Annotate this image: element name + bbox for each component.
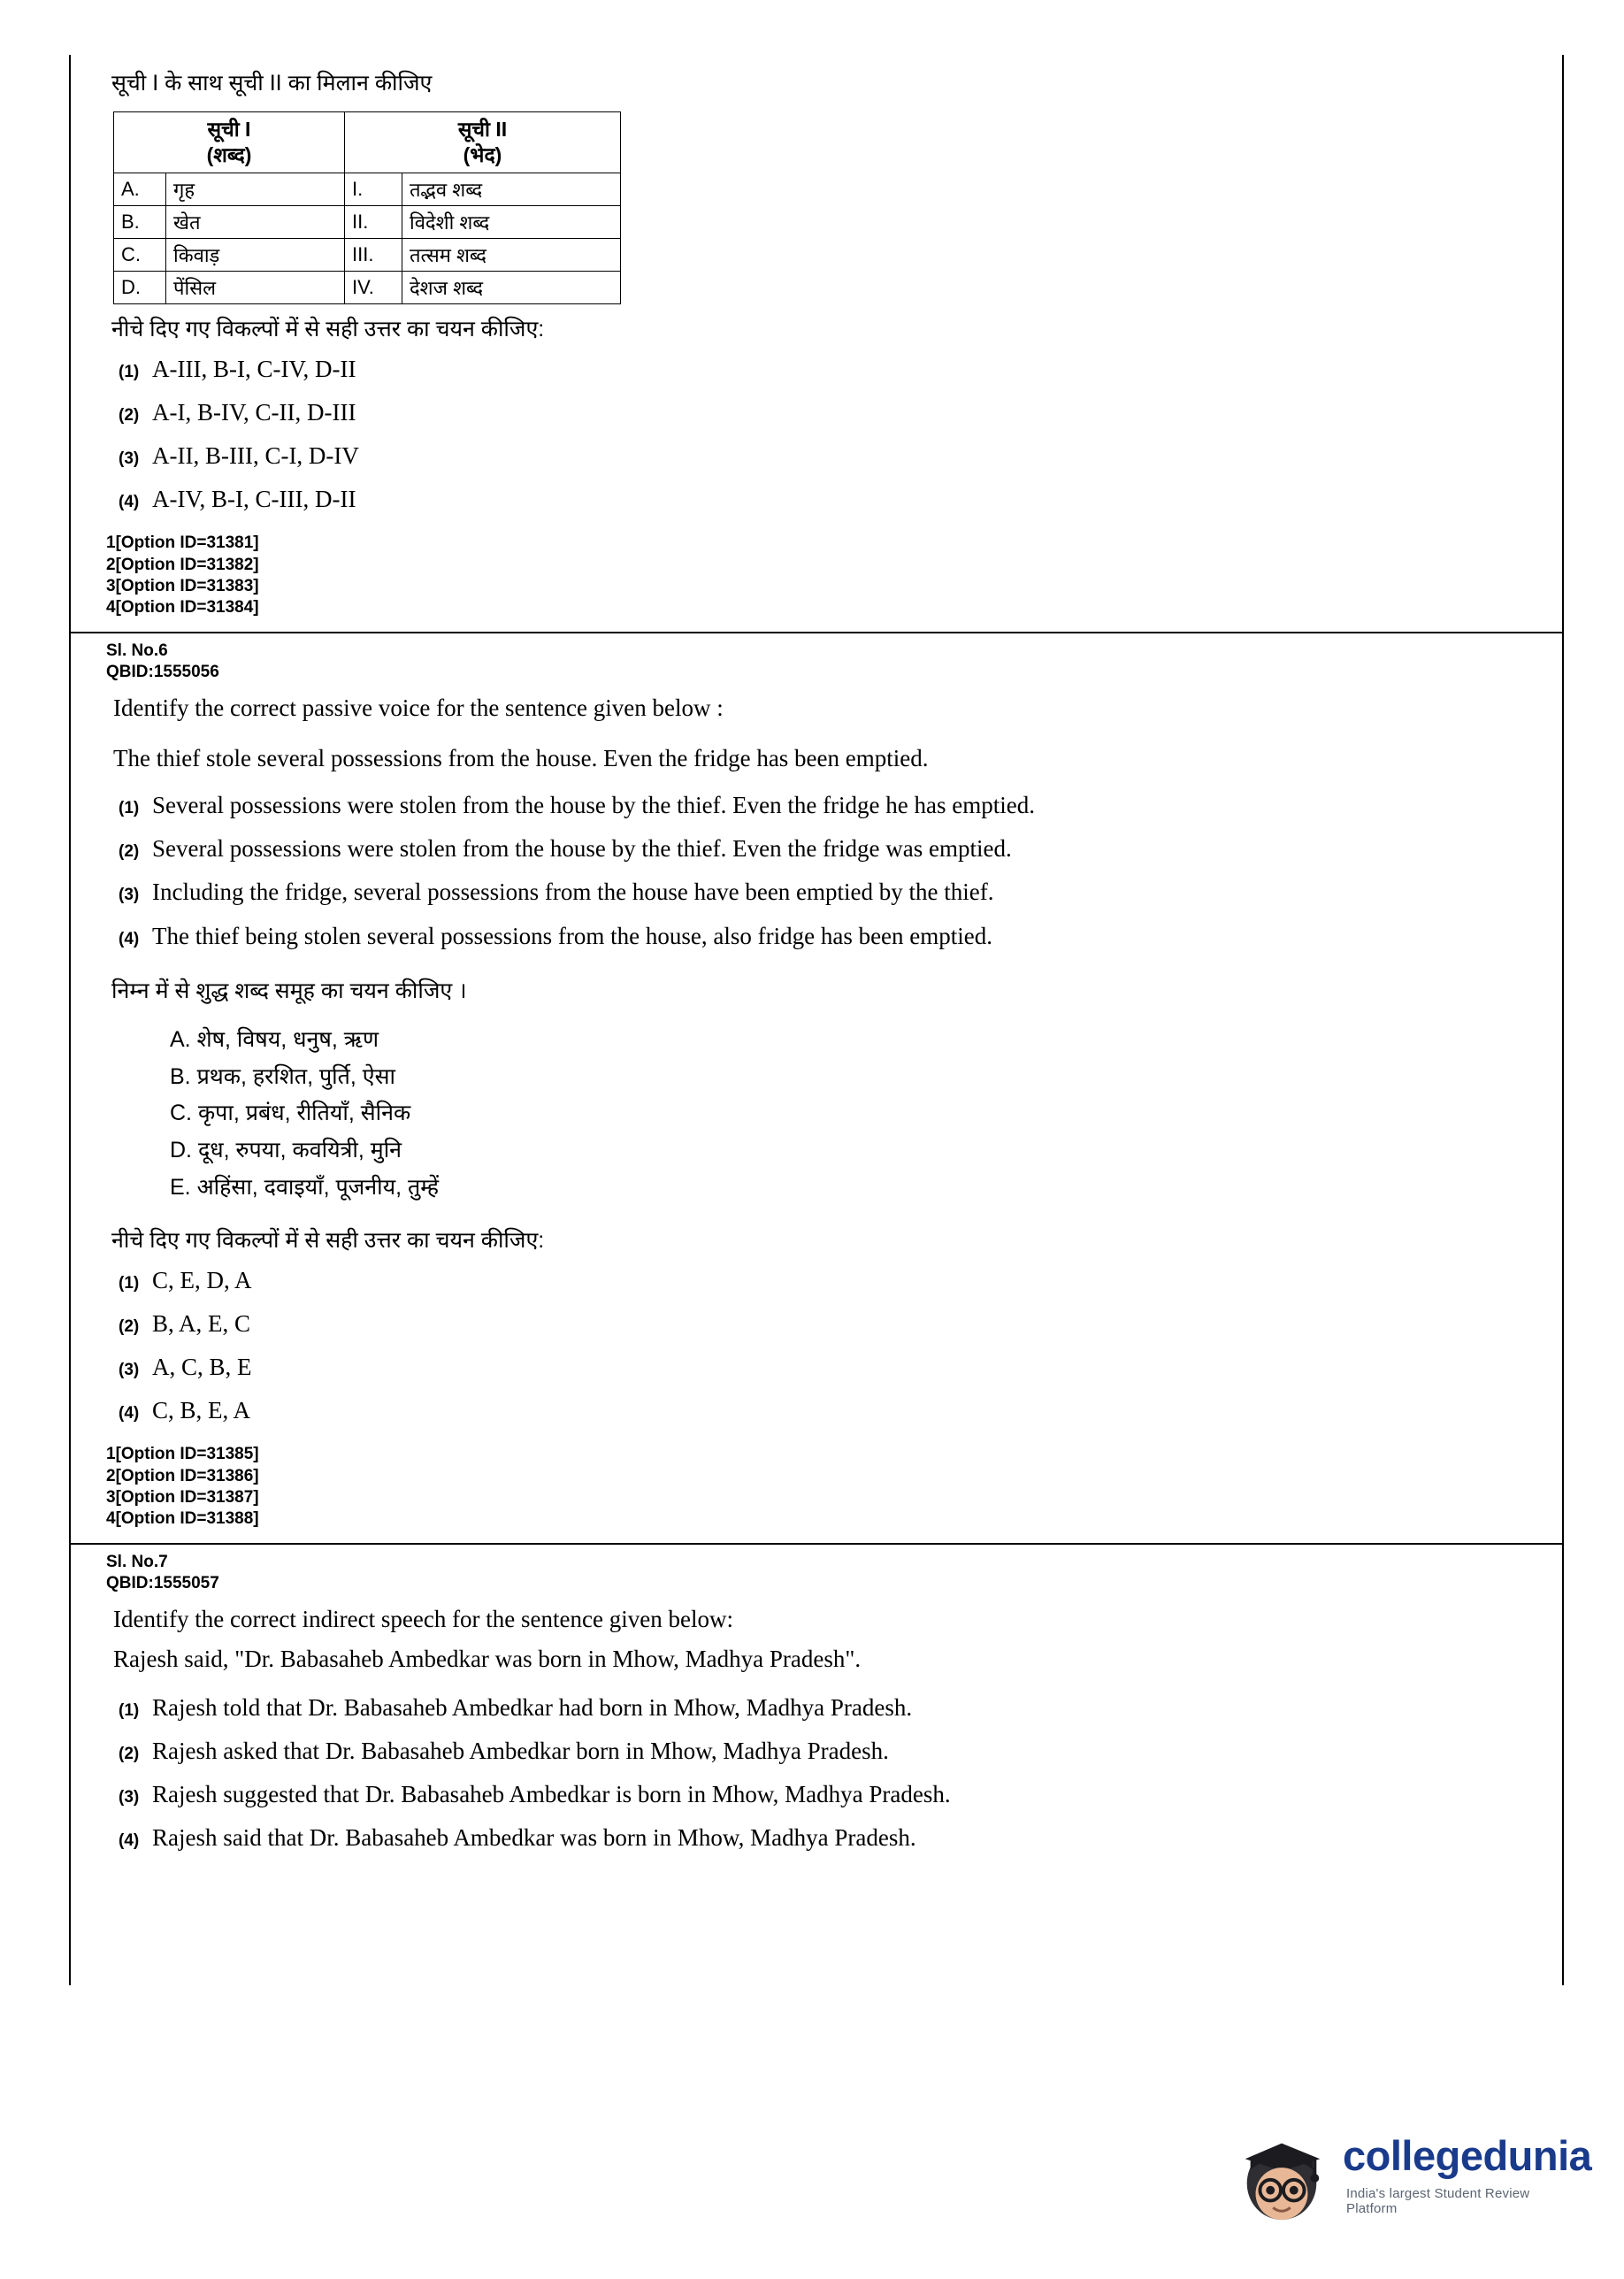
row-left-value: खेत [166, 205, 345, 238]
option-number: (1) [119, 1273, 140, 1293]
option-text: Rajesh told that Dr. Babasaheb Ambedkar had born in Mhow, Madhya Pradesh. [152, 1694, 913, 1722]
option-text: Rajesh suggested that Dr. Babasaheb Ambedkar is born in Mhow, Madhya Pradesh. [152, 1781, 951, 1808]
statement-item: D. दूध, रुपया, कवयित्री, मुनि [170, 1138, 402, 1163]
option-item[interactable] [111, 833, 1528, 864]
table-row [114, 271, 621, 303]
table-row [114, 238, 621, 271]
statement-item: B. प्रथक, हरशित, पुर्ति, ऐसा [170, 1063, 395, 1089]
option-item[interactable] [111, 1352, 1528, 1383]
option-text: A-II, B-III, C-I, D-IV [152, 442, 359, 470]
question-7-options [111, 1692, 1528, 1853]
question-7-stem-line-2: Rajesh said, "Dr. Babasaheb Ambedkar was born in Mhow, Madhya Pradesh". [113, 1646, 862, 1673]
match-table-list-i-list-ii [113, 111, 621, 304]
option-item[interactable] [111, 441, 1528, 472]
option-id-line: 4[Option ID=31384] [106, 598, 259, 618]
question-6-options [111, 1265, 1528, 1426]
question-6-statement-list [170, 1023, 1528, 1205]
option-text: A-IV, B-I, C-III, D-II [152, 486, 356, 513]
question-6-choose-line: नीचे दिए गए विकल्पों में से सही उत्तर का चयन कीजिए: [111, 1227, 545, 1253]
option-number: (2) [119, 406, 140, 426]
header-list-ii-line2: (भेद) [463, 143, 502, 166]
option-item[interactable] [111, 484, 1528, 515]
option-item[interactable] [111, 397, 1528, 428]
collegedunia-brand-text: collegedunia [1343, 2132, 1592, 2179]
header-list-ii [345, 112, 621, 173]
option-item[interactable] [111, 1822, 1528, 1853]
option-text: A, C, B, E [152, 1354, 252, 1381]
question-6-option-ids [106, 1444, 1528, 1530]
option-text: C, B, E, A [152, 1397, 251, 1424]
option-number: (4) [119, 493, 140, 512]
row-right-index: I. [345, 173, 402, 205]
row-right-index: III. [345, 238, 402, 271]
option-item[interactable] [111, 921, 1528, 952]
option-item[interactable] [111, 1779, 1528, 1810]
question-7-meta [106, 1552, 1528, 1595]
question-7-sl-no: Sl. No.7 [106, 1552, 168, 1571]
row-left-value: किवाड़ [166, 238, 345, 271]
row-left-value: पेंसिल [166, 271, 345, 303]
option-number: (3) [119, 886, 140, 905]
question-block-7 [69, 1543, 1564, 2168]
table-header-row [114, 112, 621, 173]
option-number: (2) [119, 842, 140, 862]
question-6-stem-hindi: निम्न में से शुद्ध शब्द समूह का चयन कीजिए । [111, 978, 467, 1003]
option-item[interactable] [111, 877, 1528, 908]
option-text: C, E, D, A [152, 1266, 252, 1293]
question-5-options [111, 354, 1528, 515]
option-item[interactable] [111, 1308, 1528, 1339]
option-text: Rajesh said that Dr. Babasaheb Ambedkar was born in Mhow, Madhya Pradesh. [152, 1824, 916, 1852]
option-number: (3) [119, 1361, 140, 1380]
question-6-stem-line-1: Identify the correct passive voice for the sentence given below : [113, 694, 724, 721]
question-block-6 [69, 632, 1564, 1543]
option-item[interactable] [111, 1692, 1528, 1723]
option-text: The thief being stolen several possessions from the house, also fridge has been emptied. [152, 922, 993, 949]
option-text: B, A, E, C [152, 1310, 251, 1337]
row-left-index: C. [114, 238, 166, 271]
question-content [69, 55, 1564, 2168]
question-6-stem-line-2: The thief stole several possessions from the house. Even the fridge has been emptied. [113, 745, 929, 772]
question-block-5 [69, 55, 1564, 632]
question-6-sl-no: Sl. No.6 [106, 641, 168, 660]
row-left-index: D. [114, 271, 166, 303]
option-number: (1) [119, 363, 140, 381]
option-number: (1) [119, 799, 140, 818]
student-avatar-icon [1229, 2124, 1334, 2223]
statement-item: C. कृपा, प्रबंध, रीतियाँ, सैनिक [170, 1101, 411, 1126]
question-7-qbid: QBID:1555057 [106, 1574, 219, 1593]
question-7-stem-line-1: Identify the correct indirect speech for the sentence given below: [113, 1605, 733, 1632]
option-number: (3) [119, 1788, 140, 1807]
option-text: Several possessions were stolen from the house by the thief. Even the fridge was emptied. [152, 835, 1012, 863]
row-left-index: B. [114, 205, 166, 238]
row-right-index: IV. [345, 271, 402, 303]
question-6-options-english [111, 790, 1528, 951]
option-number: (1) [119, 1701, 140, 1721]
header-list-i-line1: सूची I [207, 118, 251, 142]
row-left-value: गृह [166, 173, 345, 205]
option-item[interactable] [111, 1395, 1528, 1426]
table-row [114, 205, 621, 238]
row-right-value: तद्भव शब्द [402, 173, 621, 205]
option-text: A-III, B-I, C-IV, D-II [152, 356, 356, 382]
header-list-i-line2: (शब्द) [206, 143, 252, 166]
question-5-option-ids [106, 533, 1528, 618]
option-item[interactable] [111, 1736, 1528, 1767]
question-5-stem-hindi: सूची I के साथ सूची II का मिलान कीजिए [111, 71, 433, 96]
option-id-line: 2[Option ID=31382] [106, 555, 259, 574]
option-item[interactable] [111, 1265, 1528, 1296]
option-text: Rajesh asked that Dr. Babasaheb Ambedkar born in Mhow, Madhya Pradesh. [152, 1738, 889, 1765]
option-text: Several possessions were stolen from the house by the thief. Even the fridge he has emptied. [152, 792, 1035, 819]
option-number: (2) [119, 1317, 140, 1336]
row-right-value: तत्सम शब्द [402, 238, 621, 271]
option-number: (4) [119, 1404, 140, 1423]
question-6-meta [106, 641, 1528, 684]
option-id-line: 4[Option ID=31388] [106, 1509, 259, 1529]
option-id-line: 3[Option ID=31383] [106, 577, 259, 595]
row-right-value: देशज शब्द [402, 271, 621, 303]
option-number: (4) [119, 929, 140, 948]
table-row [114, 173, 621, 205]
question-5-choose-line: नीचे दिए गए विकल्पों में से सही उत्तर का चयन कीजिए: [111, 316, 545, 341]
option-id-line: 2[Option ID=31386] [106, 1466, 259, 1485]
option-number: (4) [119, 1831, 140, 1851]
question-6-qbid: QBID:1555056 [106, 663, 219, 682]
statement-item: A. शेष, विषय, धनुष, ऋण [170, 1026, 379, 1052]
collegedunia-tagline: India's largest Student Review Platform [1346, 2186, 1530, 2216]
option-number: (2) [119, 1745, 140, 1764]
header-list-i [114, 112, 345, 173]
option-item[interactable] [111, 790, 1528, 821]
row-right-index: II. [345, 205, 402, 238]
option-id-line: 3[Option ID=31387] [106, 1487, 259, 1507]
option-text: Including the fridge, several possessions from the house have been emptied by the thief. [152, 879, 994, 906]
header-list-ii-line1: सूची II [457, 118, 508, 142]
option-number: (3) [119, 449, 140, 469]
row-right-value: विदेशी शब्द [402, 205, 621, 238]
row-left-index: A. [114, 173, 166, 205]
option-text: A-I, B-IV, C-II, D-III [152, 399, 356, 426]
option-item[interactable] [111, 354, 1528, 385]
statement-item: E. अहिंसा, दवाइयाँ, पूजनीय, तुम्हें [170, 1174, 440, 1200]
collegedunia-watermark [1212, 2119, 1592, 2234]
option-id-line: 1[Option ID=31385] [106, 1445, 259, 1464]
option-id-line: 1[Option ID=31381] [106, 533, 259, 553]
page-blank-space [94, 1867, 1528, 2159]
